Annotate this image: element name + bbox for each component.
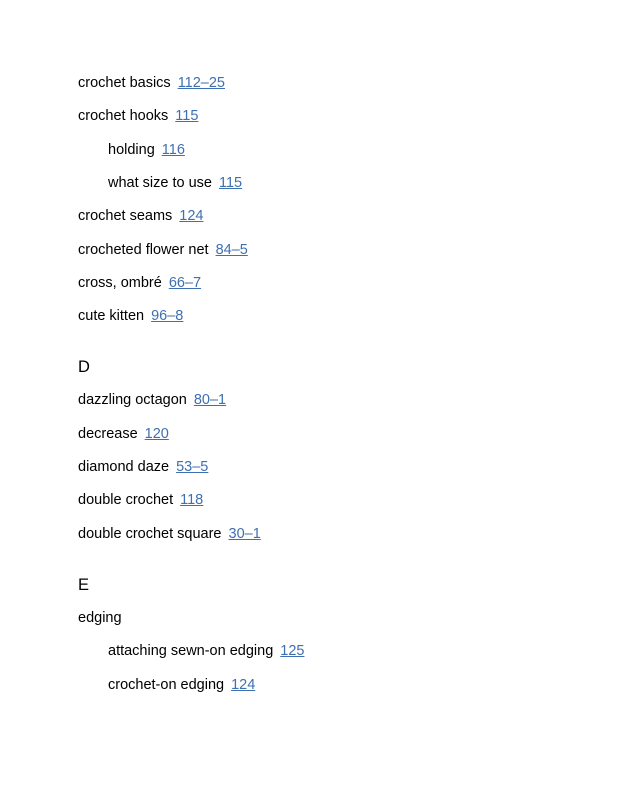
index-term: double crochet square [78,526,222,542]
index-entry [78,390,226,410]
page-link[interactable]: 125 [280,643,305,659]
index-term: decrease [78,426,138,442]
index-term: edging [78,610,122,626]
page-link[interactable]: 124 [231,677,256,693]
index-entry [78,457,208,477]
index-entry [78,273,201,293]
page-link[interactable]: 66–7 [168,275,202,291]
index-entry [78,73,225,93]
index-term: cute kitten [78,308,145,324]
index-term: crocheted flower net [78,242,209,258]
page-link[interactable]: 115 [218,175,243,191]
index-term: double crochet [78,492,174,508]
page-link[interactable]: 96–8 [151,308,184,324]
page-link[interactable]: 53–5 [176,459,209,475]
index-entry [78,424,169,444]
index-term: crochet hooks [78,108,169,124]
page-link[interactable]: 115 [175,108,199,124]
index-term: holding [108,142,155,158]
index-entry [78,306,183,326]
index-subentry [108,641,304,661]
page-link[interactable]: 118 [180,492,204,508]
page-link[interactable]: 116 [161,142,185,158]
page-link[interactable]: 30–1 [228,526,261,542]
index-term: attaching sewn-on edging [108,643,274,659]
index-term: crochet basics [78,75,171,91]
index-term: cross, ombré [78,275,162,291]
index-subentry [108,140,185,160]
page-link[interactable]: 84–5 [215,242,248,258]
page-link[interactable]: 120 [144,426,169,442]
index-entry [78,608,129,628]
index-entry [78,206,204,226]
section-letter-d: D [78,358,90,376]
index-term: what size to use [108,175,212,191]
section-letter-e: E [78,576,90,594]
index-term: crochet seams [78,208,173,224]
index-term: dazzling octagon [78,392,187,408]
index-entry [78,240,248,260]
index-term: diamond daze [78,459,170,475]
index-entry [78,106,198,126]
index-entry [78,490,203,510]
page-link[interactable]: 80–1 [193,392,227,408]
index-subentry [108,675,255,695]
index-term: crochet-on edging [108,677,225,693]
index-subentry [108,173,242,193]
page-link[interactable]: 124 [179,208,204,224]
index-entry [78,524,261,544]
page-link[interactable]: 112–25 [177,75,225,91]
